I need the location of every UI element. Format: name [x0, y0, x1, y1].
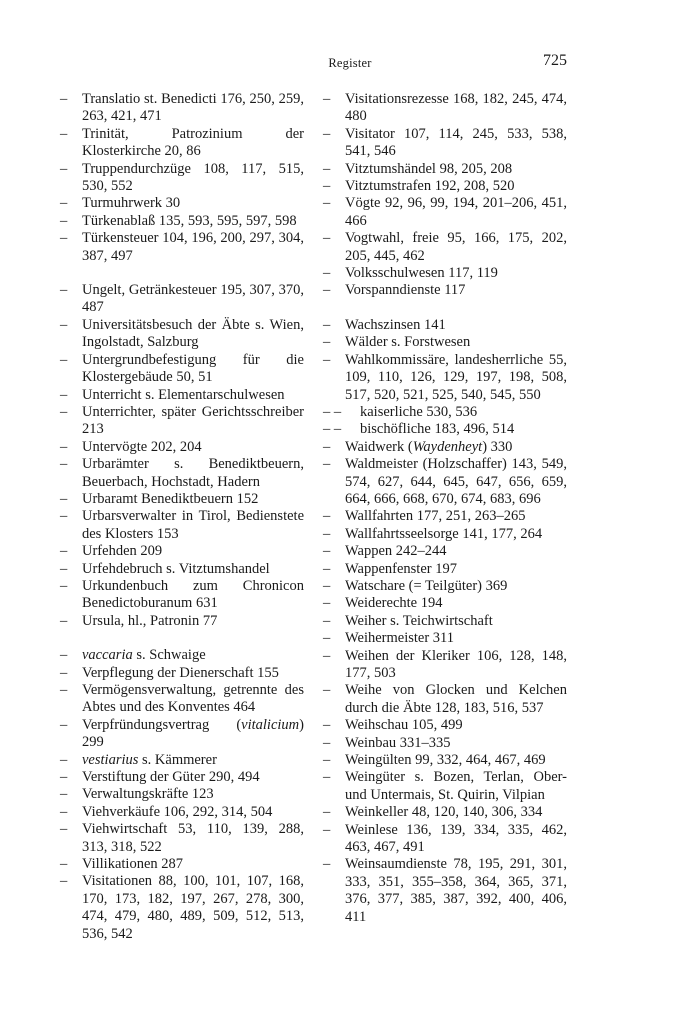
entry-text: Trinität, Patrozinium der Klosterkirche 20, 86: [82, 125, 304, 160]
entry-dash: –: [323, 456, 331, 473]
entry-dash: –: [323, 160, 331, 177]
entry-text: Verpflegung der Dienerschaft 155: [82, 664, 279, 681]
entry-dash: –: [60, 612, 68, 629]
page-header: [0, 52, 700, 76]
register-entry: [323, 195, 567, 230]
entry-text: Untergrundbefestigung für die Klostergebäude 50, 51: [82, 351, 304, 386]
register-entry: [323, 230, 567, 265]
register-entry: [323, 439, 567, 456]
register-entry: [323, 334, 567, 351]
entry-text: vestiarius s. Kämmerer: [82, 751, 217, 768]
register-entry: [60, 508, 304, 543]
register-entry: [323, 543, 567, 560]
register-entry: [323, 126, 567, 161]
entry-dash: –: [60, 508, 68, 525]
entry-text: Unterrichter, später Gerichtsschreiber 213: [82, 403, 304, 438]
entry-dash: –: [60, 560, 68, 577]
register-entry: [323, 752, 567, 769]
register-entry: [60, 647, 304, 664]
entry-text: kaiserliche 530, 536: [360, 403, 478, 420]
entry-text: Urbarämter s. Benediktbeuern, Beuerbach, Hochstadt, Hadern: [82, 456, 304, 490]
register-entry: [323, 735, 567, 752]
entry-text: Volksschulwesen 117, 119: [345, 265, 498, 282]
entry-dash: – –: [323, 421, 342, 438]
register-entry: [323, 769, 567, 804]
register-entry: [323, 595, 567, 612]
entry-text: Urfehdebruch s. Vitztumshandel: [82, 560, 270, 577]
entry-text: Visitationen 88, 100, 101, 107, 168, 170, 173, 182, 197, 267, 278, 300, 474, 479, 480, 489, 509, 512, 513, 536, 542: [82, 873, 304, 942]
entry-dash: –: [60, 490, 68, 507]
entry-dash: –: [323, 612, 331, 629]
entry-dash: –: [60, 647, 68, 664]
register-entry: [323, 717, 567, 734]
entry-dash: –: [323, 856, 331, 873]
entry-text: Wallfahrtsseelsorge 141, 177, 264: [345, 525, 543, 542]
entry-dash: –: [323, 717, 331, 734]
entry-text: Ungelt, Getränkesteuer 195, 307, 370, 487: [82, 282, 304, 316]
entry-dash: –: [60, 716, 68, 733]
register-entry: [60, 282, 304, 317]
entry-dash: –: [323, 543, 331, 560]
entry-dash: –: [60, 873, 68, 890]
register-entry: [60, 561, 304, 578]
entry-dash: –: [323, 804, 331, 821]
register-entry: [60, 543, 304, 560]
entry-dash: –: [60, 856, 68, 873]
entry-dash: –: [323, 230, 331, 247]
entry-text: Urbarsverwalter in Tirol, Bedienstete des Klosters 153: [82, 508, 304, 542]
register-entry: [323, 804, 567, 821]
entry-text: Unterricht s. Elementarschulwesen: [82, 386, 285, 403]
register-entry: [323, 265, 567, 282]
entry-text: Urfehden 209: [82, 543, 163, 560]
register-entry: [60, 682, 304, 717]
entry-text: Truppendurchzüge 108, 117, 515, 530, 552: [82, 160, 304, 195]
register-entry: [323, 317, 567, 334]
entry-text: Weinlese 136, 139, 334, 335, 462, 463, 467, 491: [345, 821, 567, 856]
entry-dash: –: [60, 386, 68, 403]
register-entry: [60, 387, 304, 404]
entry-dash: –: [60, 664, 68, 681]
section-gap: [323, 300, 567, 317]
entry-dash: –: [60, 577, 68, 594]
entry-text: Wachszinsen 141: [345, 316, 446, 333]
entry-text: Viehverkäufe 106, 292, 314, 504: [82, 803, 273, 820]
entry-dash: –: [60, 212, 68, 229]
running-head: Register: [328, 56, 372, 70]
register-entry: [60, 91, 304, 126]
entry-text: Verpfründungsvertrag (vitalicium) 299: [82, 716, 304, 751]
entry-text: Wallfahrten 177, 251, 263–265: [345, 508, 526, 525]
entry-dash: –: [323, 195, 331, 212]
entry-text: Türkensteuer 104, 196, 200, 297, 304, 387, 497: [82, 230, 304, 264]
register-entry: [60, 491, 304, 508]
entry-text: Verstiftung der Güter 290, 494: [82, 769, 260, 786]
entry-text: Türkenablaß 135, 593, 595, 597, 598: [82, 212, 297, 229]
entry-text: Wappenfenster 197: [345, 560, 457, 577]
register-entry: [60, 317, 304, 352]
register-entry: [60, 126, 304, 161]
entry-dash: –: [60, 160, 68, 177]
register-entry: [60, 230, 304, 265]
register-entry: [323, 578, 567, 595]
entry-dash: –: [323, 630, 331, 647]
entry-text: Verwaltungskräfte 123: [82, 786, 214, 803]
register-entry: [60, 665, 304, 682]
entry-dash: –: [60, 125, 68, 142]
register-column-left: [60, 91, 304, 943]
entry-text: Weihschau 105, 499: [345, 717, 463, 734]
register-entry: [323, 352, 567, 404]
register-entry: [60, 769, 304, 786]
register-entry: [60, 873, 304, 943]
entry-text: Urbaramt Benediktbeuern 152: [82, 490, 259, 507]
entry-text: Viehwirtschaft 53, 110, 139, 288, 313, 318, 522: [82, 821, 304, 855]
entry-text: Visitationsrezesse 168, 182, 245, 474, 480: [345, 91, 567, 125]
entry-dash: – –: [323, 403, 342, 420]
entry-text: Weingülten 99, 332, 464, 467, 469: [345, 752, 546, 769]
entry-text: Wahlkommissäre, landesherrliche 55, 109, 110, 126, 129, 197, 198, 508, 517, 520, 521, 525, 540, 545, 550: [345, 351, 567, 403]
entry-text: Wälder s. Forstwesen: [345, 334, 471, 351]
entry-dash: –: [323, 734, 331, 751]
entry-text: Weinkeller 48, 120, 140, 306, 334: [345, 804, 543, 821]
entry-dash: –: [323, 595, 331, 612]
entry-dash: –: [323, 282, 331, 299]
register-entry: [60, 213, 304, 230]
register-entry: [323, 161, 567, 178]
entry-text: Translatio st. Benedicti 176, 250, 259, 263, 421, 471: [82, 91, 304, 125]
register-entry: [323, 282, 567, 299]
entry-text: Vögte 92, 96, 99, 194, 201–206, 451, 466: [345, 195, 567, 229]
entry-dash: –: [60, 403, 68, 420]
entry-text: Universitätsbesuch der Äbte s. Wien, Ingolstadt, Salzburg: [82, 316, 304, 351]
entry-text: bischöfliche 183, 496, 514: [360, 421, 515, 438]
entry-dash: –: [60, 821, 68, 838]
entry-text: vaccaria s. Schwaige: [82, 647, 206, 664]
entry-text: Waldmeister (Holzschaffer) 143, 549, 574, 627, 644, 645, 647, 656, 659, 664, 666, 668, 670, 674, 683, 696: [345, 456, 567, 507]
entry-dash: –: [323, 577, 331, 594]
register-entry: [323, 526, 567, 543]
entry-dash: –: [323, 769, 331, 786]
section-gap: [60, 265, 304, 282]
register-entry: [323, 91, 567, 126]
register-entry: [60, 821, 304, 856]
register-entry: [323, 682, 567, 717]
register-entry: [60, 613, 304, 630]
register-entry: [60, 195, 304, 212]
entry-text: Weinsaumdienste 78, 195, 291, 301, 333, 351, 355–358, 364, 365, 371, 376, 377, 385, 387, 392, 400, 406, 411: [345, 856, 567, 925]
entry-dash: –: [323, 351, 331, 368]
register-entry: [323, 508, 567, 525]
entry-text: Vermögensverwaltung, getrennte des Abtes und des Konventes 464: [82, 682, 304, 716]
entry-dash: –: [323, 438, 331, 455]
register-entry: [60, 404, 304, 439]
entry-text: Turmuhrwerk 30: [82, 195, 181, 212]
entry-text: Visitator 107, 114, 245, 533, 538, 541, 546: [345, 125, 567, 160]
entry-text: Weiderechte 194: [345, 595, 443, 612]
register-entry: [323, 856, 567, 926]
register-entry: [323, 822, 567, 857]
entry-dash: –: [60, 803, 68, 820]
entry-dash: –: [60, 682, 68, 698]
entry-text: Ursula, hl., Patronin 77: [82, 612, 218, 629]
entry-text: Weihermeister 311: [345, 630, 455, 647]
entry-text: Weingüter s. Bozen, Terlan, Ober- und Untermais, St. Quirin, Vilpian: [345, 769, 567, 803]
entry-dash: –: [323, 178, 331, 195]
register-entry: [323, 630, 567, 647]
entry-dash: –: [60, 751, 68, 768]
entry-dash: –: [323, 334, 331, 351]
entry-dash: –: [60, 769, 68, 786]
entry-dash: –: [323, 265, 331, 282]
register-entry: [323, 456, 567, 508]
register-entry: [323, 561, 567, 578]
register-entry: [323, 178, 567, 195]
entry-dash: –: [323, 525, 331, 542]
entry-dash: –: [60, 91, 68, 107]
register-subentry: [323, 421, 567, 438]
register-entry: [60, 456, 304, 491]
entry-text: Weihen der Kleriker 106, 128, 148, 177, 503: [345, 647, 567, 681]
entry-text: Waidwerk (Waydenheyt) 330: [345, 438, 513, 455]
register-entry: [60, 161, 304, 196]
entry-text: Weinbau 331–335: [345, 734, 451, 751]
register-entry: [323, 648, 567, 683]
entry-dash: –: [323, 508, 331, 525]
entry-dash: –: [323, 316, 331, 333]
entry-text: Weiher s. Teichwirtschaft: [345, 612, 493, 629]
register-entry: [60, 752, 304, 769]
entry-text: Vitztumshändel 98, 205, 208: [345, 160, 513, 177]
entry-text: Watschare (= Teilgüter) 369: [345, 577, 508, 594]
entry-dash: –: [323, 91, 331, 107]
entry-text: Vorspanndienste 117: [345, 282, 466, 299]
entry-dash: –: [60, 230, 68, 247]
entry-text: Vitztumstrafen 192, 208, 520: [345, 178, 515, 195]
entry-dash: –: [323, 752, 331, 769]
register-entry: [60, 439, 304, 456]
entry-dash: –: [60, 438, 68, 455]
entry-dash: –: [60, 543, 68, 560]
page-number: 725: [543, 52, 567, 69]
entry-text: Weihe von Glocken und Kelchen durch die Äbte 128, 183, 516, 537: [345, 682, 567, 716]
entry-text: Untervögte 202, 204: [82, 438, 202, 455]
register-column-right: [323, 91, 567, 926]
register-entry: [60, 352, 304, 387]
entry-dash: –: [60, 282, 68, 299]
section-gap: [60, 630, 304, 647]
entry-dash: –: [323, 821, 331, 838]
entry-dash: –: [60, 316, 68, 333]
register-entry: [60, 717, 304, 752]
entry-dash: –: [60, 456, 68, 473]
entry-dash: –: [60, 351, 68, 368]
entry-dash: –: [60, 786, 68, 803]
entry-dash: –: [323, 682, 331, 699]
register-entry: [60, 786, 304, 803]
entry-dash: –: [323, 560, 331, 577]
register-entry: [323, 613, 567, 630]
register-entry: [60, 578, 304, 613]
register-entry: [60, 804, 304, 821]
register-entry: [60, 856, 304, 873]
entry-text: Urkundenbuch zum Chronicon Benedictoburanum 631: [82, 577, 304, 612]
entry-dash: –: [60, 195, 68, 212]
entry-text: Vogtwahl, freie 95, 166, 175, 202, 205, 445, 462: [345, 230, 567, 264]
entry-text: Wappen 242–244: [345, 543, 447, 560]
register-subentry: [323, 404, 567, 421]
entry-dash: –: [323, 125, 331, 142]
entry-dash: –: [323, 647, 331, 664]
entry-text: Villikationen 287: [82, 856, 184, 873]
